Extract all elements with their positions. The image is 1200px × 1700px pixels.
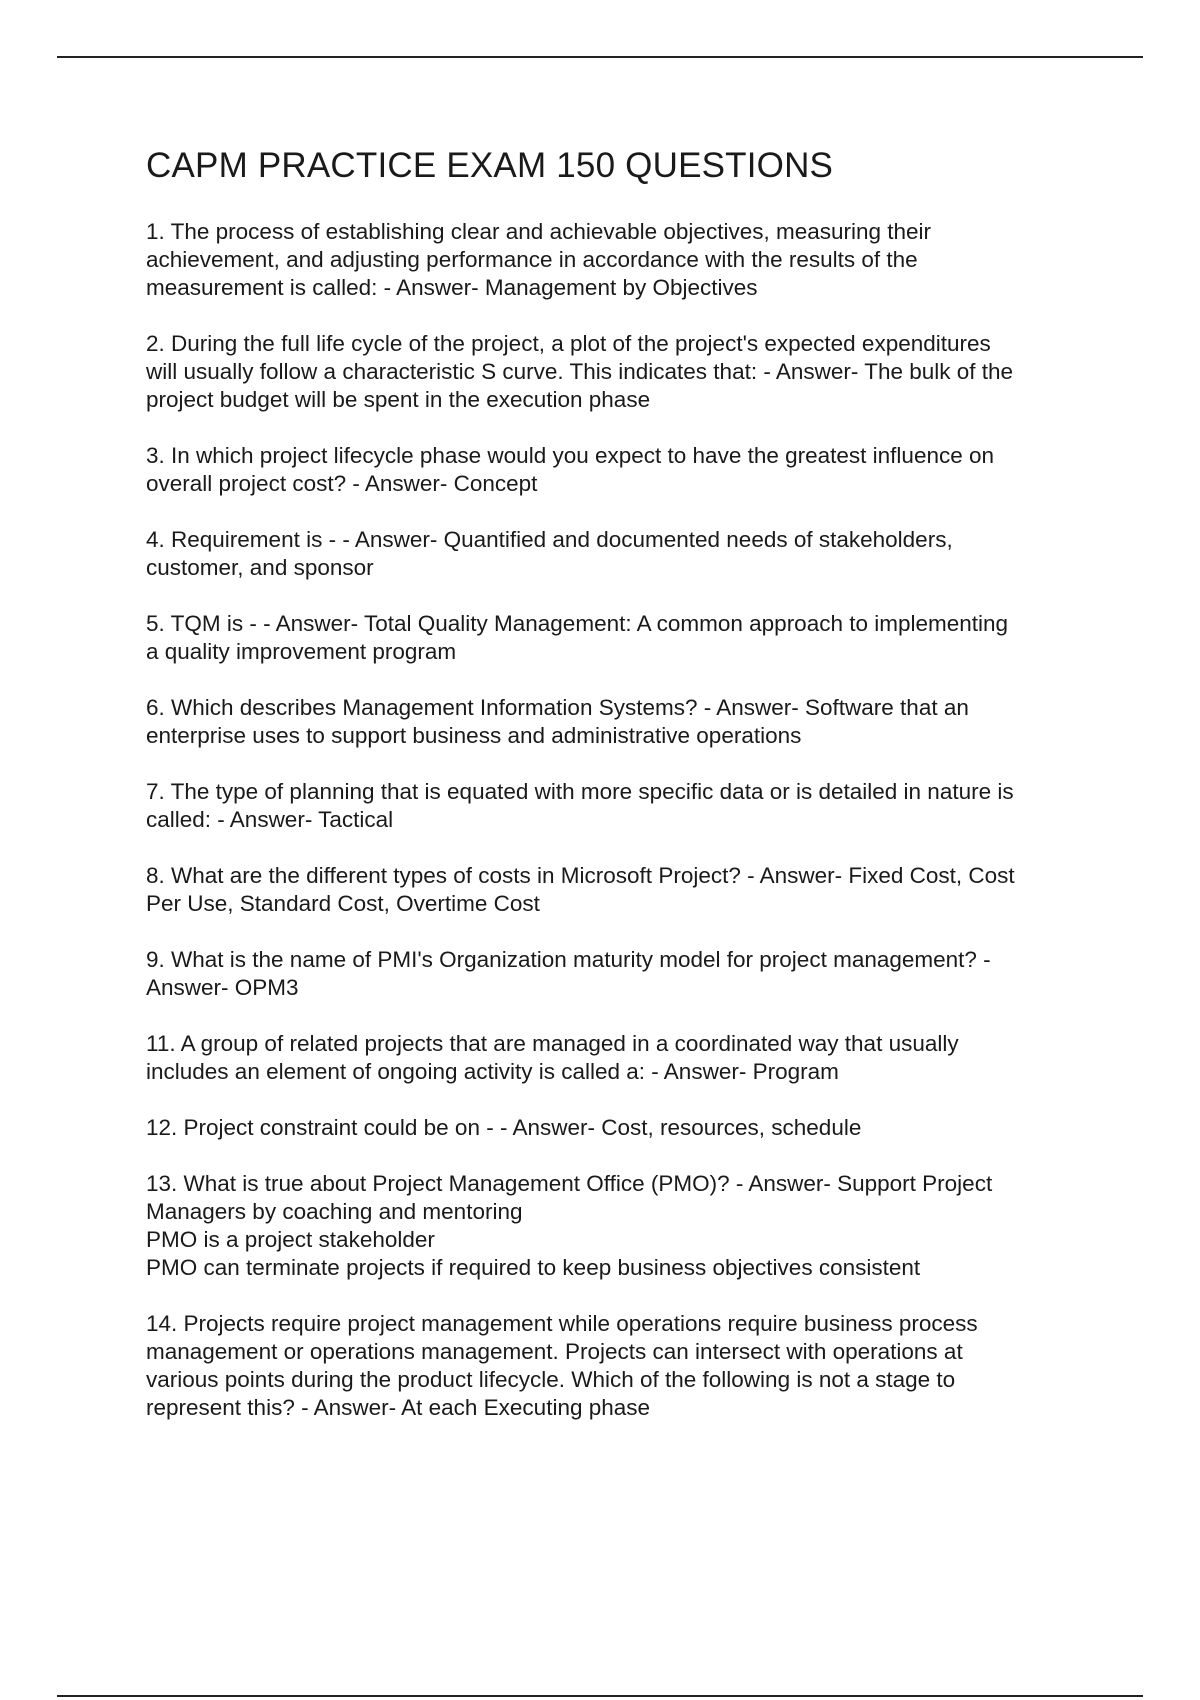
qa-item-3	[146, 442, 1106, 498]
qa-line: 7. The type of planning that is equated with more specific data or is detailed in nature is	[146, 779, 1014, 804]
qa-item-5	[146, 610, 1106, 666]
qa-line: 9. What is the name of PMI's Organization maturity model for project management? -	[146, 947, 991, 972]
qa-item-13	[146, 1170, 1106, 1282]
qa-line: 3. In which project lifecycle phase would you expect to have the greatest influence on	[146, 443, 995, 468]
document-body	[146, 140, 1106, 1450]
qa-item-14	[146, 1310, 1106, 1422]
qa-item-4	[146, 526, 1106, 582]
qa-line: PMO is a project stakeholder	[146, 1227, 435, 1252]
qa-line: PMO can terminate projects if required to keep business objectives consistent	[146, 1255, 921, 1280]
qa-line: 2. During the full life cycle of the project, a plot of the project's expected expenditures	[146, 331, 991, 356]
qa-item-6	[146, 694, 1106, 750]
qa-line: 11. A group of related projects that are managed in a coordinated way that usually	[146, 1031, 959, 1056]
qa-item-7	[146, 778, 1106, 834]
qa-line: project budget will be spent in the execution phase	[146, 387, 651, 412]
qa-line: 13. What is true about Project Management Office (PMO)? - Answer- Support Project	[146, 1171, 993, 1196]
qa-line: achievement, and adjusting performance in accordance with the results of the	[146, 247, 918, 272]
qa-item-2	[146, 330, 1106, 414]
qa-line: Managers by coaching and mentoring	[146, 1199, 523, 1224]
qa-line: 12. Project constraint could be on - - Answer- Cost, resources, schedule	[146, 1115, 862, 1140]
qa-line: management or operations management. Projects can intersect with operations at	[146, 1339, 963, 1364]
qa-line: called: - Answer- Tactical	[146, 807, 394, 832]
qa-line: 8. What are the different types of costs in Microsoft Project? - Answer- Fixed Cost, Cost	[146, 863, 1015, 888]
qa-item-12	[146, 1114, 1106, 1142]
qa-line: represent this? - Answer- At each Executing phase	[146, 1395, 651, 1420]
qa-item-8	[146, 862, 1106, 918]
qa-line: enterprise uses to support business and administrative operations	[146, 723, 802, 748]
qa-line: customer, and sponsor	[146, 555, 374, 580]
qa-item-1	[146, 218, 1106, 302]
qa-item-9	[146, 946, 1106, 1002]
qa-line: 14. Projects require project management while operations require business process	[146, 1311, 978, 1336]
qa-line: will usually follow a characteristic S curve. This indicates that: - Answer- The bulk of the	[146, 359, 1014, 384]
qa-line: Per Use, Standard Cost, Overtime Cost	[146, 891, 540, 916]
document-title: CAPM PRACTICE EXAM 150 QUESTIONS	[146, 146, 834, 185]
qa-line: 4. Requirement is - - Answer- Quantified and documented needs of stakeholders,	[146, 527, 953, 552]
qa-line: 1. The process of establishing clear and achievable objectives, measuring their	[146, 219, 932, 244]
qa-line: a quality improvement program	[146, 639, 457, 664]
bottom-rule	[57, 1695, 1143, 1697]
qa-line: includes an element of ongoing activity is called a: - Answer- Program	[146, 1059, 839, 1084]
qa-line: 6. Which describes Management Information Systems? - Answer- Software that an	[146, 695, 969, 720]
top-rule	[57, 56, 1143, 58]
qa-line: various points during the product lifecycle. Which of the following is not a stage to	[146, 1367, 956, 1392]
qa-line: overall project cost? - Answer- Concept	[146, 471, 538, 496]
qa-line: Answer- OPM3	[146, 975, 299, 1000]
qa-item-11	[146, 1030, 1106, 1086]
qa-line: 5. TQM is - - Answer- Total Quality Management: A common approach to implementing	[146, 611, 1009, 636]
qa-line: measurement is called: - Answer- Management by Objectives	[146, 275, 758, 300]
